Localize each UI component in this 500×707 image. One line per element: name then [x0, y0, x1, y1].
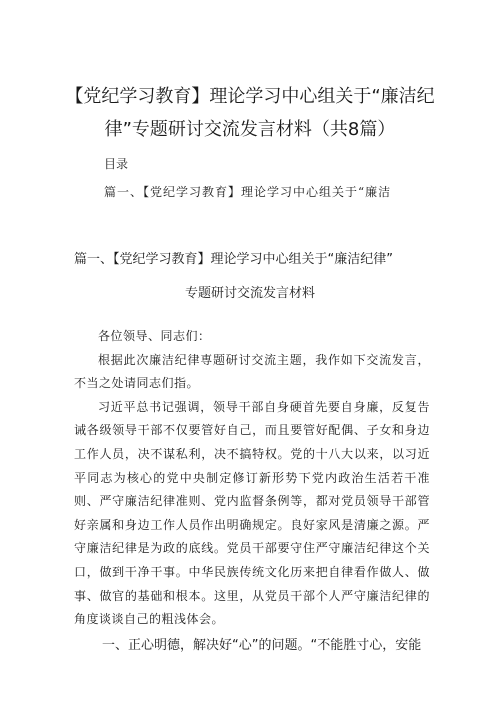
- body-paragraph: 习近平总书记强调，领导干部自身硬首先要自身廉，反复告诫各级领导干部不仅要管好自己，而且要管好配偶、子女和身边工作人员，决不谋私利，决不搞特权。党的十八大以来，以习近平同志为核心的党中央制定修订新形势下党内政治生活若干准则、严守廉洁纪律准则、党内监督条例等，都对党员领导干部管好亲属和身边工作人员作出明确规定。良好家风是清廉之源。严守廉洁纪律是为政的底线。党员干部要守住严守廉洁纪律这个关口，做到干净干事。中华民族传统文化历来把自律看作做人、做事、做官的基础和根本。这里，从党员干部个人严守廉洁纪律的角度谈谈自己的粗浅体会。: [74, 399, 430, 627]
- body-paragraph: 根据此次廉洁纪律専题研讨交流主题，我作如下交流发言，不当之处请同志们指。: [74, 352, 430, 391]
- section-body: [74, 325, 430, 632]
- salutation: 各位领导、同志们：: [98, 329, 211, 343]
- toc-heading: 目录: [104, 157, 129, 171]
- toc-entry-1[interactable]: 篇一、【党纪学习教育】理论学习中心组关于“廉洁: [104, 185, 392, 199]
- document-title: 【党纪学习教育】理论学习中心组关于“廉洁纪律”专题研讨交流发言材料（共8篇）: [65, 86, 435, 140]
- section-title-line-1: 篇一、【党纪学习教育】理论学习中心组关于“廉洁纪律”: [74, 252, 393, 267]
- subsection-heading: 一、正心明德，解决好“心”的问题。“不能胜寸心，安能: [102, 638, 422, 653]
- section-title-line-2: 专题研讨交流发言材料: [184, 286, 315, 301]
